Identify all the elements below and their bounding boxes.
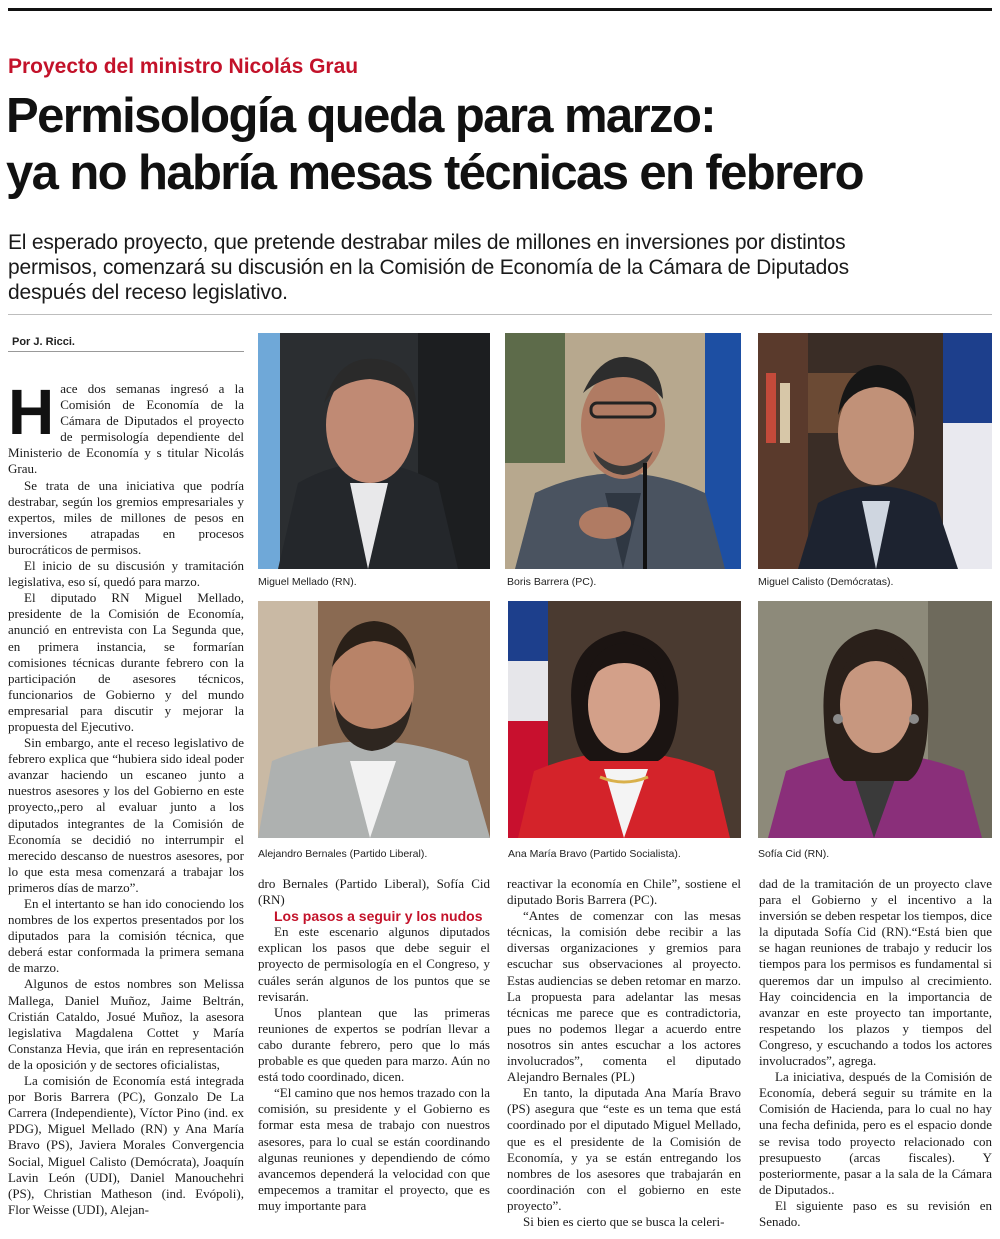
body-paragraph: reactivar la economía en Chile”, sostiene el diputado Boris Barrera (PC). bbox=[507, 876, 741, 908]
headline-line-1: Permisología queda para marzo: bbox=[6, 89, 715, 143]
body-column-3 bbox=[507, 876, 741, 1230]
body-column-1 bbox=[8, 376, 244, 1218]
photo-caption: Miguel Calisto (Demócratas). bbox=[758, 576, 894, 588]
headline-line-2: ya no habría mesas técnicas en febrero bbox=[6, 146, 863, 200]
body-paragraph: En tanto, la diputada Ana María Bravo (PS) asegura que “este es un tema que está coordinado por el diputado Miguel Mellado, que es el presidente de la Comisión de Economía, y ya se están entregando los nombres de los asesores que trabajarán en coordinación con el gobierno en este proyecto”. bbox=[507, 1085, 741, 1213]
body-paragraph: La comisión de Economía está integrada por Boris Barrera (PC), Gonzalo De La Carrera (Independiente), Víctor Pino (ind. ex PDG), Miguel Mellado (RN) y Ana María Bravo (PS), Javiera Morales Convergencia Social, Miguel Calisto (Demócrata), Joaquín Lavin León (UDI), Daniel Manouchehri (PS), Christian Matheson (ind. Evópoli), Flor Weisse (UDI), Alejan- bbox=[8, 1073, 244, 1217]
body-paragraph: “Antes de comenzar con las mesas técnicas, la comisión debe recibir a las diversas organizaciones y gremios para escuchar sus observaciones al proyecto. Estas audiencias se deben retomar en marzo. La propuesta para adelantar las mesas técnicas me parece que es contradictoria, pues no podemos llegar a acuerdo entre nosotros sin antes escuchar a los actores involucrados”, comenta el diputado Alejandro Bernales (PL) bbox=[507, 908, 741, 1085]
body-paragraph: dad de la tramitación de un proyecto clave para el Gobierno y el incentivo a la inversión se deben respetar los tiempos, dice la diputada Sofía Cid (RN).“Está bien que se hagan reuniones de trabajo y reducir los tiempos para los permisos es fundamental si queremos dar un impulso al crecimiento. Hay coincidencia en la importancia de avanzar en este proyecto tan importante, respetando los plazos y tiempos del Congreso, y escuchando a todos los actores involucrados”, agrega. bbox=[759, 876, 992, 1069]
drop-cap: H bbox=[8, 376, 55, 448]
deck-line-2: permisos, comenzará su discusión en la Comisión de Economía de la Cámara de Diputados bbox=[8, 256, 849, 279]
photo-caption: Miguel Mellado (RN). bbox=[258, 576, 357, 588]
photo-caption: Sofía Cid (RN). bbox=[758, 848, 830, 860]
byline: Por J. Ricci. bbox=[12, 336, 75, 348]
photo-alejandro-bernales bbox=[258, 601, 490, 838]
body-paragraph: Hace dos semanas ingresó a la Comisión de Economía de la Cámara de Diputados el proyecto de permisología dependiente del Ministerio de Economía y s titular Nicolás Grau. bbox=[8, 376, 244, 477]
body-paragraph: La iniciativa, después de la Comisión de Economía, deberá seguir su trámite en la Comisión de Hacienda, para lo cual no hay una fecha definida, pero es el espacio donde se revisa todo proyecto relacionado con presupuesto (arcas fiscales). Y posteriormente, pasar a la sala de la Cámara de Diputados.. bbox=[759, 1069, 992, 1197]
photo-ana-maria-bravo bbox=[508, 601, 741, 838]
photo-boris-barrera bbox=[505, 333, 741, 569]
body-paragraph: El diputado RN Miguel Mellado, presidente de la Comisión de Economía, anunció en entrevista con La Segunda que, en primera instancia, se formarían comisiones técnicas durante febrero con la participación de asesores técnicos, funcionarios de Gobierno y del mundo empresarial para discutir y mejorar la propuesta del Ejecutivo. bbox=[8, 590, 244, 734]
body-paragraph: El siguiente paso es su revisión en Senado. bbox=[759, 1197, 992, 1229]
body-paragraph: “El camino que nos hemos trazado con la comisión, su presidente y el Gobierno es formar esta mesa de trabajo con nuestros asesores, para lo cual se están coordinando algunas reuniones y dependiendo de cómo avancemos dependerá la velocidad con que empecemos a tramitar el proyecto, que es muy importante para bbox=[258, 1085, 490, 1213]
photo-caption: Ana María Bravo (Partido Socialista). bbox=[508, 848, 681, 860]
body-paragraph: En el intertanto se han ido conociendo los nombres de los expertos presentados por los diputados para la comisión técnica, que deberá estar conformada la primera semana de marzo. bbox=[8, 896, 244, 976]
body-paragraph: Se trata de una iniciativa que podría destrabar, según los gremios empresariales y expertos, miles de millones de pesos en inversiones atrapadas en procesos burocráticos de permisos. bbox=[8, 477, 244, 557]
top-rule bbox=[8, 8, 992, 11]
body-paragraph: En este escenario algunos diputados explican los pasos que debe seguir el proyecto de permisología en el Congreso, y cuáles serán algunos de los puntos que se revisarán. bbox=[258, 924, 490, 1004]
body-paragraph: Unos plantean que las primeras reuniones de expertos se podrían llevar a cabo durante febrero, pero que lo más probable es que queden para marzo. Aún no está todo coordinado, dicen. bbox=[258, 1004, 490, 1085]
body-paragraph: Sin embargo, ante el receso legislativo de febrero explica que “hubiera sido ideal poder avanzar haciendo un escaneo junto a nuestros asesores y los del Gobierno en este proyecto,,pero al evaluar junto a los diputados integrantes de la Comisión de Economía se decidió no interrumpir el merecido descanso de nuestros asesores, por lo que esta mesa comenzará a trabajar los primeros días de marzo”. bbox=[8, 735, 244, 895]
section-subhead: Los pasos a seguir y los nudos bbox=[274, 908, 483, 925]
body-paragraph: Si bien es cierto que se busca la celeri- bbox=[523, 1213, 725, 1229]
body-column-2 bbox=[258, 876, 490, 1214]
body-paragraph: El inicio de su discusión y tramitación legislativa, eso sí, quedó para marzo. bbox=[8, 558, 244, 590]
body-paragraph: Algunos de estos nombres son Melissa Mallega, Daniel Muñoz, Jaime Beltrán, Cristián Cataldo, Josué Muñoz, la asesora legislativa Magdalena Cottet y María Constanza Hevia, que irán en representación de la oposición y de sectores oficialistas, bbox=[8, 976, 244, 1072]
deck-divider bbox=[8, 314, 992, 315]
photo-sofia-cid bbox=[758, 601, 992, 838]
deck bbox=[8, 230, 992, 305]
deck-line-3: después del receso legislativo. bbox=[8, 281, 288, 304]
body-column-4 bbox=[759, 876, 992, 1230]
deck-line-1: El esperado proyecto, que pretende destrabar miles de millones en inversiones por distintos bbox=[8, 231, 846, 254]
byline-divider bbox=[8, 351, 244, 352]
photo-caption: Alejandro Bernales (Partido Liberal). bbox=[258, 848, 428, 860]
body-paragraph: dro Bernales (Partido Liberal), Sofía Cid (RN) bbox=[258, 876, 490, 908]
photo-miguel-mellado bbox=[258, 333, 490, 569]
kicker: Proyecto del ministro Nicolás Grau bbox=[8, 55, 359, 78]
photo-caption: Boris Barrera (PC). bbox=[507, 576, 597, 588]
headline bbox=[6, 88, 996, 202]
photo-miguel-calisto bbox=[758, 333, 992, 569]
